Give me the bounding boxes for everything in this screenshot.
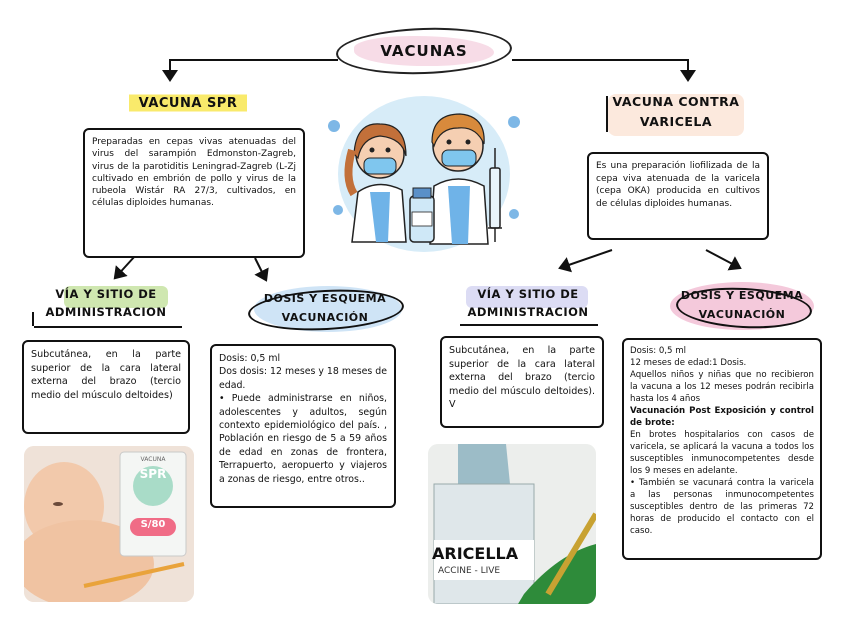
spr-dosis-heading-line1: DOSIS Y ESQUEMA: [263, 292, 387, 305]
title-node: [336, 28, 512, 74]
varicela-via-heading-line2: ADMINISTRACION: [467, 305, 589, 319]
varicela-description-box: [587, 152, 769, 240]
spr-description-box: [83, 128, 305, 258]
connector-var-to-dosis: [706, 250, 740, 268]
connector-var-to-via: [560, 250, 612, 268]
varicela-via-heading: [452, 282, 604, 328]
varicela-dosis-box: [622, 338, 822, 560]
spr-dosis-line-3: • Puede administrarse en niños, adolescentes y adultos, según contexto epidemiológico del país. , Población en riesgo de 5 a 59 años de edad en zonas de frontera, Terrapuerto, aeropuerto y viajeros a zonas de riesgo, entre otros..: [219, 393, 387, 485]
varicela-vaccine-photo: [428, 444, 596, 604]
doctors-illustration: [318, 82, 530, 252]
varicela-dosis-heading-line2: VACUNACIÓN: [698, 308, 786, 321]
spr-dosis-line-2: Dos dosis: 12 meses y 18 meses de edad.: [219, 366, 387, 391]
spr-dosis-heading: [240, 284, 410, 336]
vial-image: [428, 444, 596, 604]
connector-title-to-spr: [170, 60, 338, 80]
varicela-dosis-heading-line1: DOSIS Y ESQUEMA: [680, 289, 804, 302]
spr-box-price-badge: S/80: [140, 519, 166, 530]
vial-label-main: ARICELLA: [432, 544, 519, 563]
spr-via-heading-line1: VÍA Y SITIO DE: [55, 287, 157, 301]
spr-via-heading-line2: ADMINISTRACION: [45, 305, 167, 319]
varicela-heading-line2: VARICELA: [639, 114, 713, 129]
connector-spr-to-via: [115, 256, 135, 278]
connector-title-to-varicela: [512, 60, 688, 80]
varicela-heading: [596, 92, 756, 138]
spr-dosis-line-1: Dosis: 0,5 ml: [219, 353, 281, 364]
varicela-dosis-line-2: 12 meses de edad:1 Dosis.: [630, 358, 747, 368]
spr-via-box: [22, 340, 190, 434]
spr-via-heading-underline: [34, 326, 182, 328]
vaccine-vial-icon: [410, 188, 434, 242]
varicela-dosis-line-1: Dosis: 0,5 ml: [630, 346, 687, 356]
varicela-via-heading-line1: VÍA Y SITIO DE: [477, 287, 579, 301]
varicela-dosis-line-3: Aquellos niños y niñas que no recibieron la vacuna a los 12 meses podrán recibirla hasta los 4 años: [630, 370, 814, 404]
varicela-via-box: [440, 336, 604, 428]
spr-via-heading: [28, 282, 184, 330]
vial-label-sub: ACCINE - LIVE: [438, 566, 501, 576]
varicela-via-text: Subcutánea, en la parte superior de la cara lateral externa del brazo (tercio medio del músculo deltoides). V: [449, 345, 595, 410]
spr-box-brand: SPR: [139, 467, 167, 481]
varicela-dosis-subheading: Vacunación Post Exposición y control de brote:: [630, 406, 814, 428]
varicela-heading-line1: VACUNA CONTRA: [612, 94, 740, 109]
spr-description: Preparadas en cepas vivas atenuadas del virus del sarampión Edmonston-Zagreb, virus de la parotiditis Leningrad-Zagreb (L-Zj cultivado en embrión de pollo y virus de la rubeola Wistár RA 27/3, cultivados, en células diploides humanas.: [92, 137, 296, 209]
connector-spr-to-dosis: [255, 258, 266, 280]
spr-heading: [128, 90, 248, 116]
varicela-via-heading-underline: [460, 324, 598, 326]
spr-heading-text: VACUNA SPR: [129, 93, 248, 114]
varicela-description: Es una preparación liofilizada de la cepa viva atenuada de la varicela (cepa OKA) producida en cultivos de células diploides humanas.: [596, 161, 760, 209]
varicela-dosis-line-5: • También se vacunará contra la varicela a las personas inmunocompetentes susceptibles dentro de las primeras 72 horas de producido el contacto con el caso.: [630, 478, 814, 536]
spr-vaccine-photo: [24, 446, 194, 602]
spr-dosis-heading-line2: VACUNACIÓN: [281, 311, 369, 324]
page-title: VACUNAS: [380, 42, 468, 60]
spr-box-top-label: VACUNA: [140, 456, 166, 463]
spr-dosis-box: [210, 344, 396, 508]
spr-via-text: Subcutánea, en la parte superior de la cara lateral externa del brazo (tercio medio del músculo deltoides): [31, 349, 181, 401]
varicela-dosis-line-4: En brotes hospitalarios con casos de varicela, se aplicará la vacuna a todos los susceptibles inmunocompetentes desde los 9 meses en adelante.: [630, 430, 814, 476]
varicela-dosis-heading: [664, 280, 820, 334]
